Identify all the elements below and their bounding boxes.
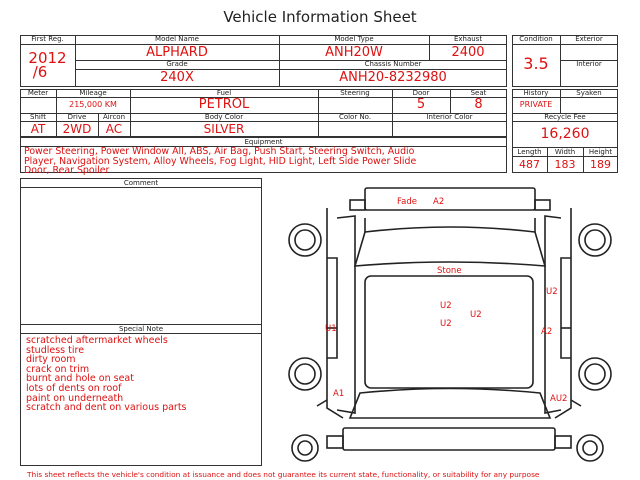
drive-value: 2WD xyxy=(62,122,92,136)
rear-window xyxy=(365,218,535,232)
wheel-front-left xyxy=(289,358,321,390)
recycle-fee-label: Recycle Fee xyxy=(544,113,586,121)
mileage-value: 215,000 KM xyxy=(69,100,117,109)
special-note-item: scratched aftermarket wheels xyxy=(26,335,168,346)
fuel-label: Fuel xyxy=(216,89,232,97)
windshield xyxy=(350,389,550,419)
drive-label: Drive xyxy=(67,113,87,121)
right-side-outline xyxy=(555,208,571,418)
mark-au2: AU2 xyxy=(550,394,568,404)
seat-value: 8 xyxy=(474,97,483,112)
height-label: Height xyxy=(588,148,613,156)
length-label: Length xyxy=(517,148,542,156)
seat-label: Seat xyxy=(470,89,487,97)
steering-label: Steering xyxy=(340,89,370,97)
exterior-label: Exterior xyxy=(575,35,603,43)
model-name-label: Model Name xyxy=(155,35,199,43)
shift-value: AT xyxy=(30,122,46,136)
body-color-value: SILVER xyxy=(203,122,245,136)
comment-label: Comment xyxy=(123,179,159,187)
disclaimer-footer: This sheet reflects the vehicle's condition at issuance and does not guarantee its current state, functionality, or suitability for any purpose xyxy=(27,470,540,479)
special-note-item: dirty room xyxy=(26,354,76,366)
width-label: Width xyxy=(554,148,576,156)
recycle-fee-value: 16,260 xyxy=(540,126,590,142)
roof xyxy=(365,276,533,388)
special-note-item: scratch and dent on various parts xyxy=(26,402,187,414)
condition-value: 3.5 xyxy=(523,54,549,73)
wheel-rear-right xyxy=(579,224,611,256)
mark-fade: Fade xyxy=(397,197,417,207)
mileage-label: Mileage xyxy=(79,89,107,97)
meter-label: Meter xyxy=(27,89,49,97)
condition-label: Condition xyxy=(519,35,553,43)
mark-a2-top: A2 xyxy=(433,197,445,207)
special-note-item: lots of dents on roof xyxy=(26,382,122,394)
mark-u2-right: U2 xyxy=(546,287,558,297)
equipment-line: Player, Navigation System, Alloy Wheels, Fog Light, HID Light, Left Side Power Slide xyxy=(24,155,417,167)
chassis-value: ANH20-8232980 xyxy=(339,70,447,85)
width-value: 183 xyxy=(554,158,576,171)
car-diagram xyxy=(265,178,640,468)
interior-color-label: Interior Color xyxy=(426,113,473,121)
shift-label: Shift xyxy=(30,113,46,121)
special-note-label: Special Note xyxy=(118,325,164,333)
equipment-label: Equipment xyxy=(244,138,283,146)
length-value: 487 xyxy=(519,158,540,171)
aircon-label: Aircon xyxy=(102,113,126,121)
first-reg-month: /6 xyxy=(32,63,48,81)
special-note-item: burnt and hole on seat xyxy=(26,373,134,385)
equipment-line: Door, Rear Spoiler xyxy=(24,165,110,177)
history-value: PRIVATE xyxy=(519,100,553,109)
spare-wheel-left xyxy=(292,435,318,461)
exhaust-value: 2400 xyxy=(451,45,485,60)
interior-label: Interior xyxy=(576,60,602,68)
history-label: History xyxy=(523,89,549,97)
special-note-item: paint on underneath xyxy=(26,392,124,404)
exhaust-label: Exhaust xyxy=(453,35,483,43)
equipment-line: Power Steering, Power Window All, ABS, Air Bag, Push Start, Steering Switch, Audio xyxy=(24,146,415,157)
special-note-item: studless tire xyxy=(26,344,85,356)
model-type-value: ANH20W xyxy=(325,45,383,60)
sheet-title: Vehicle Information Sheet xyxy=(223,8,417,26)
syaken-label: Syaken xyxy=(576,89,602,97)
front-bumper xyxy=(343,428,555,450)
height-value: 189 xyxy=(590,158,611,171)
first-reg-label: First Reg. xyxy=(31,35,64,43)
grade-label: Grade xyxy=(166,60,188,68)
grade-value: 240X xyxy=(160,70,194,85)
first-reg-year: 2012 xyxy=(28,49,67,67)
mark-stone: Stone xyxy=(437,266,462,276)
door-label: Door xyxy=(412,89,430,97)
fuel-value: PETROL xyxy=(198,97,250,112)
mark-u1: U1 xyxy=(325,324,337,334)
special-note-item: crack on trim xyxy=(26,363,90,375)
comment-box xyxy=(20,178,262,466)
rear-bumper xyxy=(365,188,535,210)
model-name-value: ALPHARD xyxy=(146,45,208,60)
mark-a2-right: A2 xyxy=(541,327,553,337)
body-color-label: Body Color xyxy=(204,113,244,121)
color-no-label: Color No. xyxy=(338,113,372,121)
left-side-outline xyxy=(327,208,343,418)
chassis-label: Chassis Number xyxy=(364,60,422,68)
door-value: 5 xyxy=(416,97,426,112)
spare-wheel-right xyxy=(577,435,603,461)
wheel-front-right xyxy=(579,358,611,390)
wheel-rear-left xyxy=(289,224,321,256)
mark-u2-center1: U2 xyxy=(440,301,452,311)
mark-u2-center3: U2 xyxy=(440,319,452,329)
aircon-value: AC xyxy=(105,122,123,136)
mark-u2-center2: U2 xyxy=(470,310,482,320)
model-type-label: Model Type xyxy=(334,35,374,43)
mark-a1: A1 xyxy=(333,389,345,399)
